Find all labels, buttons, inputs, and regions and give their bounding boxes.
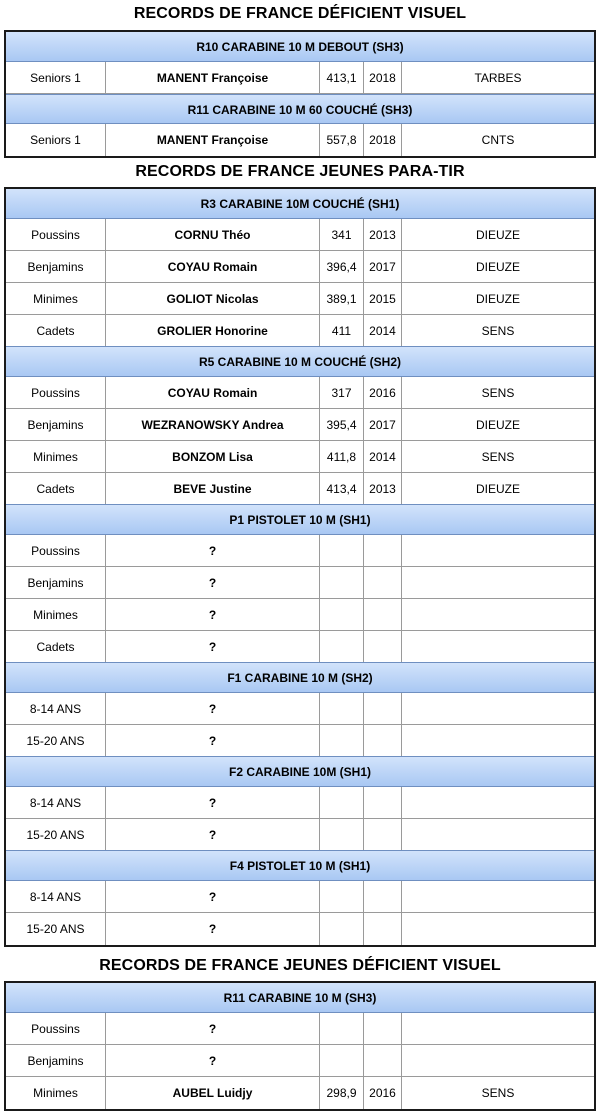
place-cell bbox=[402, 1045, 594, 1076]
place-cell: SENS bbox=[481, 1086, 515, 1100]
name-cell: GOLIOT Nicolas bbox=[106, 283, 320, 314]
category-cell: Cadets bbox=[6, 315, 106, 346]
place-cell bbox=[402, 881, 594, 912]
score-cell: 413,1 bbox=[320, 62, 364, 93]
place-cell: DIEUZE bbox=[475, 291, 520, 306]
score-cell bbox=[320, 567, 364, 598]
place-cell: SENS bbox=[481, 323, 515, 338]
section-header-f2: F2 CARABINE 10M (SH1) bbox=[6, 757, 594, 787]
year-cell bbox=[364, 725, 402, 756]
place-cell: CNTS bbox=[481, 133, 515, 147]
year-cell bbox=[364, 913, 402, 945]
category-cell: 8-14 ANS bbox=[6, 693, 106, 724]
table-row bbox=[6, 315, 594, 347]
score-cell bbox=[320, 787, 364, 818]
place-cell bbox=[402, 599, 594, 630]
score-cell: 413,4 bbox=[320, 473, 364, 504]
place-cell: DIEUZE bbox=[475, 417, 520, 432]
score-cell bbox=[320, 693, 364, 724]
table-row bbox=[6, 1077, 594, 1109]
year-cell bbox=[364, 567, 402, 598]
year-cell bbox=[364, 819, 402, 850]
category-cell: 15-20 ANS bbox=[6, 725, 106, 756]
category-cell: Seniors 1 bbox=[6, 62, 106, 93]
name-cell: GROLIER Honorine bbox=[106, 315, 320, 346]
year-cell bbox=[364, 631, 402, 662]
name-cell: COYAU Romain bbox=[106, 377, 320, 408]
table-row bbox=[6, 725, 594, 757]
score-cell: 389,1 bbox=[320, 283, 364, 314]
section-header-r10: R10 CARABINE 10 M DEBOUT (SH3) bbox=[6, 32, 594, 62]
category-cell: 15-20 ANS bbox=[6, 819, 106, 850]
category-cell: 8-14 ANS bbox=[6, 787, 106, 818]
category-cell: 15-20 ANS bbox=[6, 913, 106, 945]
name-cell: ? bbox=[106, 787, 320, 818]
score-cell bbox=[320, 599, 364, 630]
year-cell bbox=[364, 1045, 402, 1076]
name-cell: ? bbox=[106, 631, 320, 662]
table-deficient-visuel bbox=[4, 30, 596, 158]
name-cell: WEZRANOWSKY Andrea bbox=[106, 409, 320, 440]
table-jeunes-para-tir bbox=[4, 187, 596, 947]
table-row bbox=[6, 409, 594, 441]
name-cell: MANENT Françoise bbox=[106, 62, 320, 93]
score-cell: 395,4 bbox=[320, 409, 364, 440]
table-row bbox=[6, 535, 594, 567]
year-cell bbox=[364, 535, 402, 566]
table-row bbox=[6, 599, 594, 631]
category-cell: Minimes bbox=[6, 283, 106, 314]
year-cell: 2013 bbox=[364, 219, 402, 250]
year-cell: 2014 bbox=[364, 441, 402, 472]
year-cell: 2017 bbox=[364, 409, 402, 440]
place-cell: SENS bbox=[481, 385, 515, 400]
title-jeunes-deficient-visuel: RECORDS DE FRANCE JEUNES DÉFICIENT VISUEL bbox=[99, 957, 501, 974]
table-row bbox=[6, 819, 594, 851]
score-cell: 557,8 bbox=[320, 124, 364, 156]
score-cell: 298,9 bbox=[320, 1077, 364, 1109]
table-row bbox=[6, 787, 594, 819]
year-cell bbox=[364, 693, 402, 724]
name-cell: ? bbox=[106, 567, 320, 598]
category-cell: Minimes bbox=[6, 599, 106, 630]
name-cell: ? bbox=[106, 1045, 320, 1076]
name-cell: BEVE Justine bbox=[106, 473, 320, 504]
name-cell: ? bbox=[106, 693, 320, 724]
year-cell: 2017 bbox=[364, 251, 402, 282]
score-cell: 341 bbox=[320, 219, 364, 250]
year-cell: 2015 bbox=[364, 283, 402, 314]
section-header-r3: R3 CARABINE 10M COUCHÉ (SH1) bbox=[6, 189, 594, 219]
score-cell: 317 bbox=[320, 377, 364, 408]
table-row bbox=[6, 377, 594, 409]
table-row bbox=[6, 441, 594, 473]
name-cell: ? bbox=[106, 819, 320, 850]
table-row bbox=[6, 473, 594, 505]
place-cell: DIEUZE bbox=[475, 227, 520, 242]
year-cell: 2018 bbox=[364, 62, 402, 93]
place-cell bbox=[402, 787, 594, 818]
category-cell: Poussins bbox=[6, 219, 106, 250]
table-row bbox=[6, 631, 594, 663]
place-cell: DIEUZE bbox=[475, 481, 520, 496]
category-cell: 8-14 ANS bbox=[6, 881, 106, 912]
category-cell: Poussins bbox=[6, 535, 106, 566]
category-cell: Cadets bbox=[6, 631, 106, 662]
table-row bbox=[6, 62, 594, 94]
place-cell bbox=[402, 725, 594, 756]
name-cell: ? bbox=[106, 881, 320, 912]
section-header-p1: P1 PISTOLET 10 M (SH1) bbox=[6, 505, 594, 535]
table-row bbox=[6, 913, 594, 945]
section-header-r11: R11 CARABINE 10 M 60 COUCHÉ (SH3) bbox=[6, 94, 594, 124]
name-cell: ? bbox=[106, 599, 320, 630]
table-jeunes-deficient-visuel bbox=[4, 981, 596, 1111]
score-cell bbox=[320, 631, 364, 662]
place-cell bbox=[402, 819, 594, 850]
section-header-r11-jeunes: R11 CARABINE 10 M (SH3) bbox=[6, 983, 594, 1013]
table-row bbox=[6, 693, 594, 725]
table-row bbox=[6, 1013, 594, 1045]
score-cell bbox=[320, 819, 364, 850]
name-cell: ? bbox=[106, 535, 320, 566]
score-cell bbox=[320, 881, 364, 912]
section-header-r5: R5 CARABINE 10 M COUCHÉ (SH2) bbox=[6, 347, 594, 377]
year-cell bbox=[364, 881, 402, 912]
place-cell bbox=[402, 535, 594, 566]
score-cell: 411,8 bbox=[320, 441, 364, 472]
category-cell: Minimes bbox=[6, 1077, 106, 1109]
title-jeunes-para-tir: RECORDS DE FRANCE JEUNES PARA-TIR bbox=[135, 163, 465, 180]
name-cell: CORNU Théo bbox=[106, 219, 320, 250]
category-cell: Benjamins bbox=[6, 1045, 106, 1076]
place-cell: DIEUZE bbox=[475, 259, 520, 274]
year-cell: 2014 bbox=[364, 315, 402, 346]
table-row bbox=[6, 1045, 594, 1077]
score-cell bbox=[320, 535, 364, 566]
place-cell bbox=[402, 567, 594, 598]
year-cell: 2016 bbox=[364, 377, 402, 408]
year-cell: 2013 bbox=[364, 473, 402, 504]
place-cell: TARBES bbox=[474, 70, 522, 85]
category-cell: Seniors 1 bbox=[6, 124, 106, 156]
place-cell bbox=[402, 913, 594, 945]
category-cell: Benjamins bbox=[6, 567, 106, 598]
score-cell bbox=[320, 1013, 364, 1044]
score-cell bbox=[320, 1045, 364, 1076]
name-cell: BONZOM Lisa bbox=[106, 441, 320, 472]
title-deficient-visuel: RECORDS DE FRANCE DÉFICIENT VISUEL bbox=[133, 5, 467, 22]
category-cell: Poussins bbox=[6, 377, 106, 408]
category-cell: Poussins bbox=[6, 1013, 106, 1044]
name-cell: ? bbox=[106, 1013, 320, 1044]
table-row bbox=[6, 881, 594, 913]
name-cell: AUBEL Luidjy bbox=[106, 1077, 320, 1109]
category-cell: Minimes bbox=[6, 441, 106, 472]
year-cell bbox=[364, 1013, 402, 1044]
table-row bbox=[6, 283, 594, 315]
table-row bbox=[6, 251, 594, 283]
place-cell bbox=[402, 1013, 594, 1044]
name-cell: MANENT Françoise bbox=[106, 124, 320, 156]
score-cell bbox=[320, 725, 364, 756]
name-cell: COYAU Romain bbox=[106, 251, 320, 282]
category-cell: Cadets bbox=[6, 473, 106, 504]
year-cell: 2018 bbox=[364, 124, 402, 156]
category-cell: Benjamins bbox=[6, 251, 106, 282]
table-row bbox=[6, 567, 594, 599]
place-cell: SENS bbox=[481, 449, 515, 464]
table-row bbox=[6, 124, 594, 156]
place-cell bbox=[402, 693, 594, 724]
score-cell bbox=[320, 913, 364, 945]
table-row bbox=[6, 219, 594, 251]
year-cell: 2016 bbox=[364, 1077, 402, 1109]
section-header-f1: F1 CARABINE 10 M (SH2) bbox=[6, 663, 594, 693]
year-cell bbox=[364, 787, 402, 818]
score-cell: 396,4 bbox=[320, 251, 364, 282]
year-cell bbox=[364, 599, 402, 630]
name-cell: ? bbox=[106, 725, 320, 756]
name-cell: ? bbox=[106, 913, 320, 945]
section-header-f4: F4 PISTOLET 10 M (SH1) bbox=[6, 851, 594, 881]
place-cell bbox=[402, 631, 594, 662]
category-cell: Benjamins bbox=[6, 409, 106, 440]
score-cell: 411 bbox=[320, 315, 364, 346]
